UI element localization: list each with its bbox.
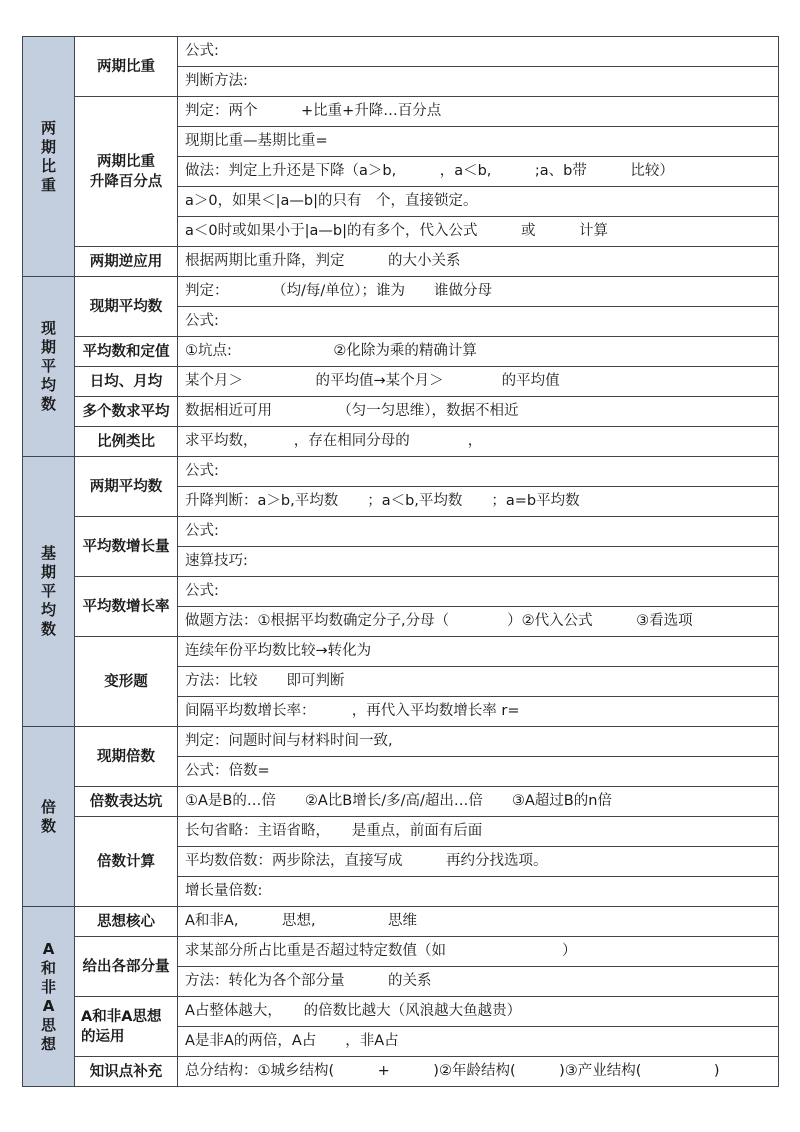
table-row: [23, 37, 779, 67]
content-line: 公式:: [178, 457, 779, 487]
topic-label: 两期比重 升降百分点: [75, 97, 178, 247]
content-line: a＞0，如果＜|a—b|的只有 个，直接锁定。: [178, 187, 779, 217]
section-label: [23, 277, 75, 457]
table-row: [23, 577, 779, 607]
section-label: [23, 907, 75, 1087]
content-line: 根据两期比重升降，判定 的大小关系: [178, 247, 779, 277]
table-row: [23, 637, 779, 667]
topic-label: 现期倍数: [75, 727, 178, 787]
content-line: 求平均数， ，存在相同分母的 ，: [178, 427, 779, 457]
section-label-text: 两期比重: [40, 118, 56, 194]
table-row: [23, 277, 779, 307]
knowledge-table-body: [23, 37, 779, 1087]
content-line: A和非A, 思想, 思维: [178, 907, 779, 937]
content-line: 公式：倍数=: [178, 757, 779, 787]
table-row: [23, 367, 779, 397]
topic-label: 比例类比: [75, 427, 178, 457]
content-line: a＜0时或如果小于|a—b|的有多个，代入公式 或 计算: [178, 217, 779, 247]
table-row: [23, 457, 779, 487]
section-label: [23, 457, 75, 727]
table-row: [23, 337, 779, 367]
topic-label: 倍数表达坑: [75, 787, 178, 817]
table-row: [23, 247, 779, 277]
table-row: [23, 97, 779, 127]
table-row: [23, 397, 779, 427]
topic-label: 两期比重: [75, 37, 178, 97]
section-label-text: 倍数: [40, 797, 56, 835]
content-line: 升降判断：a＞b,平均数 ；a＜b,平均数 ；a=b平均数: [178, 487, 779, 517]
topic-label: 多个数求平均: [75, 397, 178, 427]
content-line: 数据相近可用 （匀一匀思维），数据不相近: [178, 397, 779, 427]
topic-label: 两期逆应用: [75, 247, 178, 277]
topic-label: 倍数计算: [75, 817, 178, 907]
topic-label: 知识点补充: [75, 1057, 178, 1087]
topic-label: 变形题: [75, 637, 178, 727]
section-label-text: 现期平均数: [40, 319, 56, 413]
table-row: [23, 997, 779, 1027]
content-line: 平均数倍数：两步除法，直接写成 再约分找选项。: [178, 847, 779, 877]
content-line: 公式:: [178, 517, 779, 547]
content-line: A是非A的两倍，A占 ，非A占: [178, 1027, 779, 1057]
content-line: 某个月＞ 的平均值→某个月＞ 的平均值: [178, 367, 779, 397]
content-line: 长句省略：主语省略， 是重点，前面有后面: [178, 817, 779, 847]
table-row: [23, 907, 779, 937]
content-line: 公式:: [178, 307, 779, 337]
content-line: 判定：两个 +比重+升降…百分点: [178, 97, 779, 127]
content-line: 公式:: [178, 37, 779, 67]
content-line: 速算技巧:: [178, 547, 779, 577]
content-line: 做题方法：①根据平均数确定分子,分母（ ）②代入公式 ③看选项: [178, 607, 779, 637]
content-line: 判定：问题时间与材料时间一致,: [178, 727, 779, 757]
content-line: 连续年份平均数比较→转化为: [178, 637, 779, 667]
table-row: [23, 817, 779, 847]
content-line: 公式:: [178, 577, 779, 607]
section-label-text: 基期平均数: [40, 544, 56, 638]
content-line: 总分结构：①城乡结构( + )②年龄结构( )③产业结构( ): [178, 1057, 779, 1087]
table-row: [23, 517, 779, 547]
content-line: ①A是B的…倍 ②A比B增长/多/高/超出…倍 ③A超过B的n倍: [178, 787, 779, 817]
section-label: [23, 37, 75, 277]
topic-label: A和非A思想 的运用: [75, 997, 178, 1057]
topic-label: 两期平均数: [75, 457, 178, 517]
content-line: 判定： （均/每/单位）；谁为 谁做分母: [178, 277, 779, 307]
table-row: [23, 1057, 779, 1087]
table-row: [23, 727, 779, 757]
topic-label: 平均数增长量: [75, 517, 178, 577]
topic-label: 给出各部分量: [75, 937, 178, 997]
section-label: [23, 727, 75, 907]
knowledge-table-wrapper: [22, 36, 779, 1087]
content-line: 方法：转化为各个部分量 的关系: [178, 967, 779, 997]
content-line: 判断方法:: [178, 67, 779, 97]
content-line: A占整体越大， 的倍数比越大（风浪越大鱼越贵）: [178, 997, 779, 1027]
content-line: 增长量倍数:: [178, 877, 779, 907]
topic-label: 思想核心: [75, 907, 178, 937]
content-line: 方法：比较 即可判断: [178, 667, 779, 697]
content-line: 现期比重—基期比重=: [178, 127, 779, 157]
table-row: [23, 427, 779, 457]
table-row: [23, 937, 779, 967]
topic-label: 平均数和定值: [75, 337, 178, 367]
knowledge-table: [22, 36, 779, 1087]
content-line: 做法：判定上升还是下降（a＞b, ，a＜b, ;a、b带 比较）: [178, 157, 779, 187]
topic-label: 平均数增长率: [75, 577, 178, 637]
section-label-text: A和非A思想: [40, 939, 56, 1053]
topic-label: 现期平均数: [75, 277, 178, 337]
content-line: ①坑点: ②化除为乘的精确计算: [178, 337, 779, 367]
topic-label: 日均、月均: [75, 367, 178, 397]
content-line: 求某部分所占比重是否超过特定数值（如 ）: [178, 937, 779, 967]
table-row: [23, 787, 779, 817]
content-line: 间隔平均数增长率： ，再代入平均数增长率 r=: [178, 697, 779, 727]
